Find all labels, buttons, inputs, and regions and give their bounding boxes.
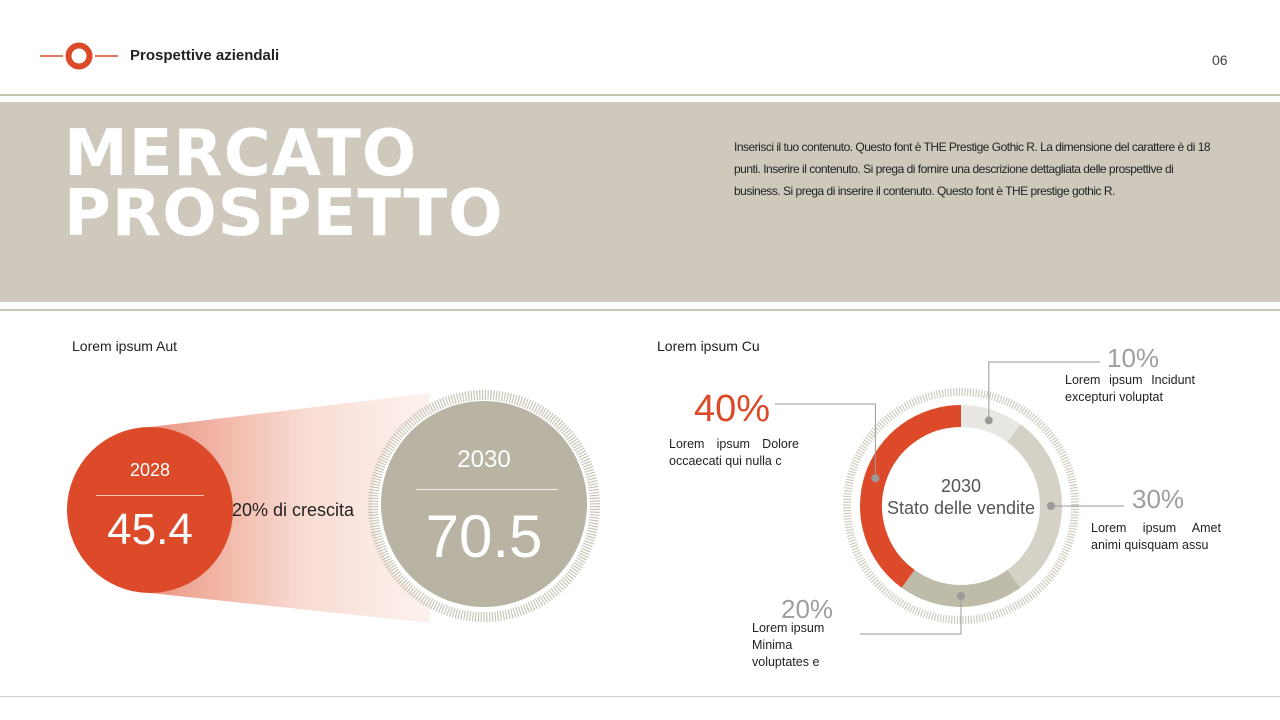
footer-divider xyxy=(0,696,1280,697)
donut-center-year: 2030 xyxy=(940,476,982,496)
donut-center-text: Stato delle vendite xyxy=(886,498,1036,518)
page-title-line-2: PROSPETTO xyxy=(64,177,504,251)
page-number: 06 xyxy=(1212,52,1228,68)
donut-center xyxy=(861,476,1061,519)
legend-dot xyxy=(957,592,965,600)
legend-20-text: Lorem ipsum Minima voluptates e xyxy=(752,621,825,669)
legend-40-pct: 40% xyxy=(694,388,771,430)
left-section-label: Lorem ipsum Aut xyxy=(72,338,178,354)
page-title-line-1: MERCATO xyxy=(64,117,418,191)
intro-paragraph: Inserisci il tuo contenuto. Questo font è THE Prestige Gothic R. La dimensione del carattere è di 18 punti. Inserire il contenuto. Si prega di fornire una descrizione dettagliata delle prospettive di business. Si prega di inserire il contenuto. Questo font è THE prestige gothic R. xyxy=(734,140,1211,198)
legend-20-pct: 20% xyxy=(781,594,834,624)
year-2028-value: 45.4 xyxy=(107,505,193,554)
growth-label: 20% di crescita xyxy=(232,500,355,520)
legend-10-text: Lorem ipsum Incidunt excepturi voluptat xyxy=(1065,373,1195,404)
legend-40-text: Lorem ipsum Dolore occaecati qui nulla c xyxy=(669,437,799,468)
legend-30-text: Lorem ipsum Amet animi quisquam assu xyxy=(1091,521,1221,552)
year-2028-label: 2028 xyxy=(129,460,171,480)
year-2030-label: 2030 xyxy=(457,446,511,473)
right-section-label: Lorem ipsum Cu xyxy=(657,338,760,354)
legend-10-pct: 10% xyxy=(1107,343,1160,373)
header-title: Prospettive aziendali xyxy=(130,47,280,64)
year-2030-value: 70.5 xyxy=(425,503,543,570)
legend-dot xyxy=(985,416,993,424)
legend-30-pct: 30% xyxy=(1132,484,1185,514)
